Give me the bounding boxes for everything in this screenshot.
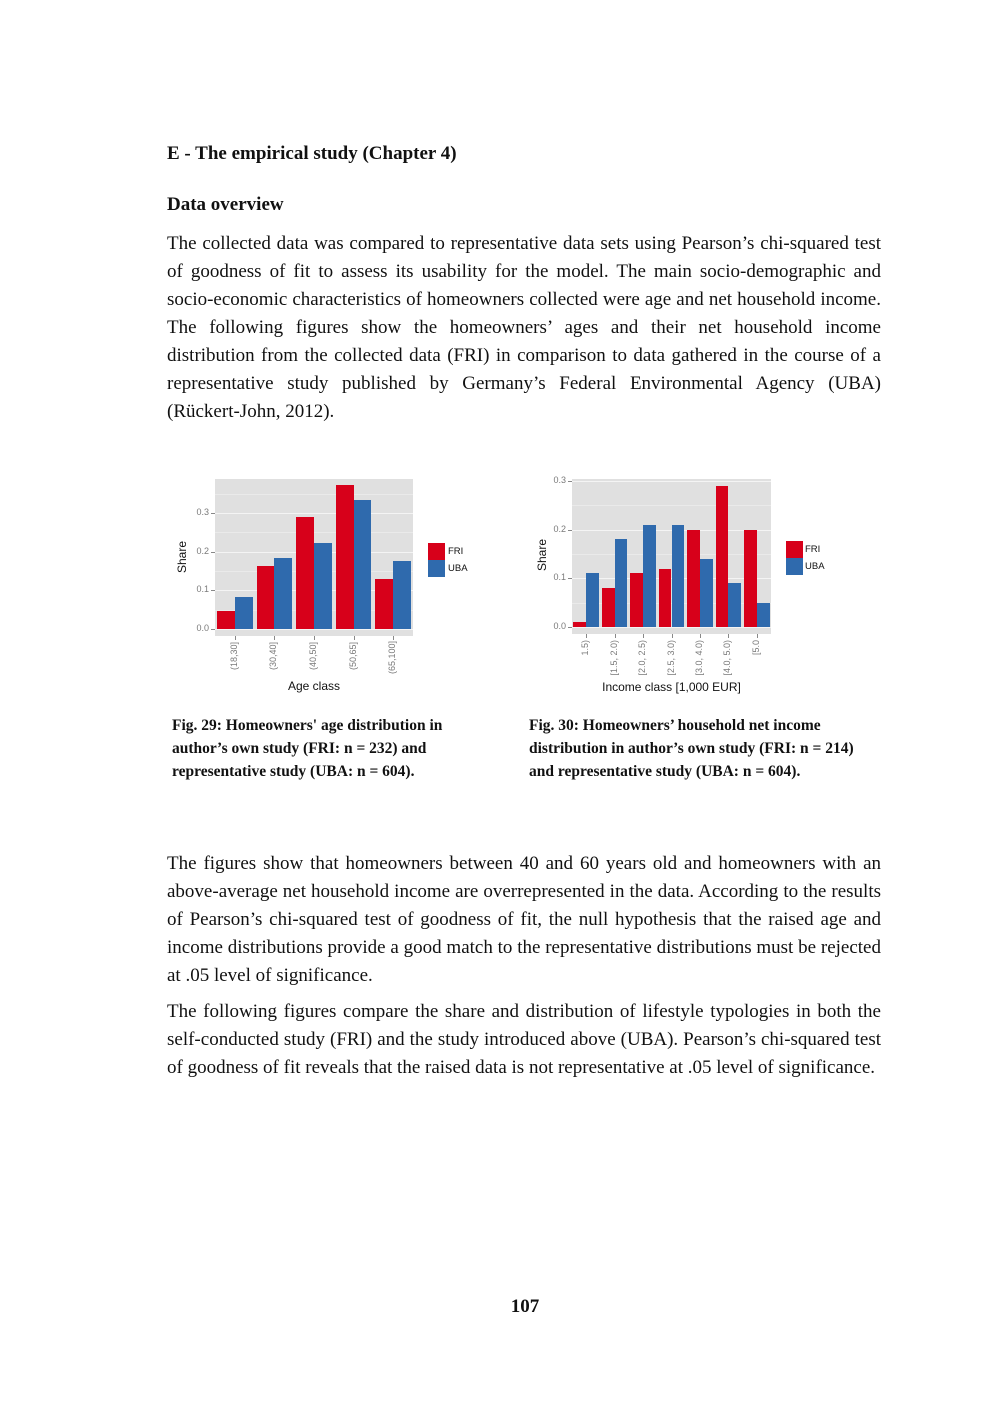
bar-uba — [700, 559, 713, 627]
legend-key-uba — [786, 558, 803, 575]
bar-fri — [336, 485, 354, 629]
bar-uba — [672, 525, 685, 627]
y-axis-label: Share — [175, 540, 190, 574]
x-tick-mark — [274, 636, 275, 640]
gridline — [572, 481, 771, 482]
legend-label-fri: FRI — [448, 546, 464, 557]
x-tick-mark — [354, 636, 355, 640]
y-tick-mark — [568, 530, 572, 531]
income-distribution-chart — [530, 470, 850, 700]
bar-fri — [687, 530, 700, 627]
x-tick-label: (50,65] — [347, 642, 358, 671]
bar-uba — [354, 500, 372, 629]
page-number: 107 — [510, 1296, 540, 1317]
plot-panel — [572, 479, 771, 634]
gridline — [572, 505, 771, 506]
x-tick-label: 1.5) — [580, 640, 591, 656]
y-tick-mark — [568, 481, 572, 482]
paragraph-findings: The figures show that homeowners between 40 and 60 years old and homeowners with an above-average net household income are overrepresented in the data. According to the results of Pearson’s chi-squared test of goodness of fit, the null hypothesis that the raised age and income distributions provide a good match to the representative distributions must be rejected at .05 level of significance. — [167, 853, 881, 986]
figure-29-caption: Fig. 29: Homeowners' age distribution in author’s own study (FRI: n = 232) and representative study (UBA: n = 604). — [172, 717, 443, 780]
y-tick-mark — [568, 627, 572, 628]
legend-label-fri: FRI — [805, 544, 821, 555]
y-tick-label: 0.2 — [553, 523, 566, 534]
x-axis-label: Income class [1,000 EUR] — [602, 680, 741, 694]
bar-fri — [573, 622, 586, 627]
gridline — [215, 494, 413, 495]
x-tick-mark — [235, 636, 236, 640]
bar-fri — [744, 530, 757, 627]
paragraph-lifestyle: The following figures compare the share and distribution of lifestyle typologies in both the self-conducted study (FRI) and the study introduced above (UBA). Pearson’s chi-squared test of goodness of fit reveals that the raised data is not representative at .05 level of significance. — [167, 1001, 881, 1078]
legend-key-fri — [428, 543, 445, 560]
x-tick-mark — [643, 634, 644, 638]
x-tick-mark — [393, 636, 394, 640]
bar-fri — [716, 486, 729, 627]
x-tick-label: [2.0, 2.5) — [637, 640, 648, 676]
bar-fri — [602, 588, 615, 627]
x-tick-mark — [700, 634, 701, 638]
bar-uba — [643, 525, 656, 627]
section-title: E - The empirical study (Chapter 4) — [167, 143, 457, 164]
x-tick-label: (40,50] — [308, 642, 318, 671]
bar-fri — [659, 569, 672, 627]
y-tick-label: 0.1 — [553, 572, 566, 583]
bar-fri — [217, 611, 235, 629]
gridline — [215, 629, 413, 630]
bar-fri — [257, 566, 275, 629]
y-tick-mark — [568, 578, 572, 579]
age-distribution-chart — [170, 470, 490, 700]
x-tick-label: (65,100] — [387, 640, 398, 674]
y-tick-mark — [211, 513, 215, 514]
x-tick-mark — [672, 634, 673, 638]
y-tick-mark — [211, 629, 215, 630]
x-tick-label: (18,30] — [228, 642, 239, 671]
y-axis-label: Share — [535, 538, 550, 572]
y-tick-mark — [211, 590, 215, 591]
x-tick-label: [1.5, 2.0) — [608, 640, 619, 676]
y-tick-label: 0.1 — [196, 584, 209, 595]
y-tick-mark — [211, 552, 215, 553]
y-tick-label: 0.0 — [553, 621, 566, 631]
bar-uba — [314, 543, 332, 629]
x-tick-label: [4.0, 5.0) — [722, 640, 733, 676]
y-tick-label: 0.3 — [196, 506, 209, 517]
x-tick-label: [3.0, 4.0) — [693, 640, 704, 676]
x-tick-mark — [615, 634, 616, 638]
x-axis-label: Age class — [287, 679, 341, 693]
figure-30-caption: Fig. 30: Homeowners’ household net income distribution in author’s own study (FRI: n = 214) and representative study (UBA: n = 604). — [529, 717, 854, 780]
legend-key-uba — [428, 560, 445, 577]
bar-uba — [235, 597, 253, 629]
gridline — [215, 513, 413, 514]
gridline — [215, 532, 413, 533]
y-tick-label: 0.0 — [196, 623, 209, 633]
bar-fri — [296, 517, 314, 629]
x-tick-mark — [728, 634, 729, 638]
legend-key-fri — [786, 541, 803, 558]
bar-uba — [728, 583, 741, 627]
x-tick-mark — [757, 634, 758, 638]
legend-label-uba: UBA — [448, 563, 468, 574]
subsection-title: Data overview — [167, 194, 284, 215]
x-tick-mark — [314, 636, 315, 640]
bar-uba — [393, 561, 411, 629]
gridline — [572, 627, 771, 628]
y-tick-label: 0.2 — [196, 545, 209, 556]
bar-uba — [615, 539, 628, 627]
plot-panel — [215, 479, 413, 636]
bar-fri — [630, 573, 643, 627]
x-tick-label: (30,40] — [268, 642, 279, 671]
bar-fri — [375, 579, 393, 629]
bar-uba — [274, 558, 292, 629]
y-tick-label: 0.3 — [553, 474, 566, 485]
x-tick-label: [2.5, 3.0) — [665, 640, 676, 676]
legend-label-uba: UBA — [805, 561, 825, 572]
x-tick-mark — [586, 634, 587, 638]
paragraph-intro: The collected data was compared to representative data sets using Pearson’s chi-squared test of goodness of fit to assess its usability for the model. The main socio-demographic and socio-economic characteristics of homeowners collected were age and net household income. The following figures show the homeowners’ ages and their net household income distribution from the collected data (FRI) in comparison to data gathered in the course of a representative study published by Germany’s Federal Environmental Agency (UBA) (Rückert-John, 2012). — [167, 233, 881, 422]
x-tick-label: [5.0 — [750, 640, 761, 656]
bar-uba — [757, 603, 770, 627]
bar-uba — [586, 573, 599, 627]
